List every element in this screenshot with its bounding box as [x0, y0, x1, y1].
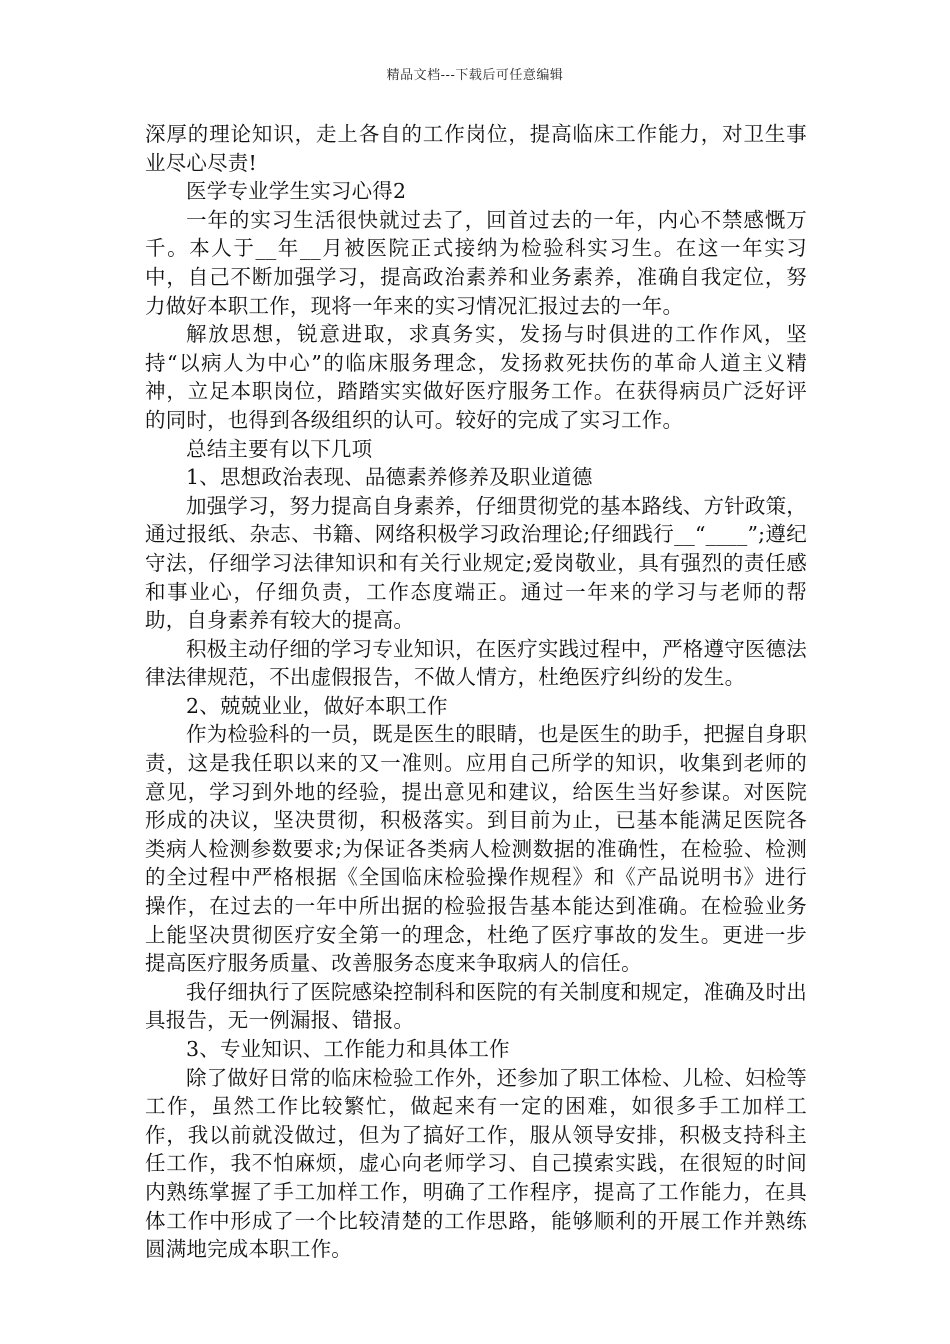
- paragraph-continuation: 深厚的理论知识，走上各自的工作岗位，提高临床工作能力，对卫生事业尽心尽责!: [145, 122, 807, 175]
- paragraph: 解放思想，锐意进取，求真务实，发扬与时俱进的工作作风，坚持“以病人为中心”的临床服务理念，发扬救死扶伤的革命人道主义精神，立足本职岗位，踏踏实实做好医疗服务工作。在获得病员广泛好评的同时，也得到各级组织的认可。较好的完成了实习工作。: [145, 322, 807, 432]
- paragraph: 加强学习，努力提高自身素养，仔细贯彻党的基本路线、方针政策，通过报纸、杂志、书籍、网络积极学习政治理论;仔细践行__“____”;遵纪守法，仔细学习法律知识和有关行业规定;爱岗敬业，具有强烈的责任感和事业心，仔细负责，工作态度端正。通过一年来的学习与老师的帮助，自身素养有较大的提高。: [145, 493, 807, 633]
- document-body: [145, 120, 807, 1264]
- paragraph: 积极主动仔细的学习专业知识，在医疗实践过程中，严格遵守医德法律法律规范，不出虚假报告，不做人情方，杜绝医疗纠纷的发生。: [145, 636, 807, 690]
- page-header: 精品文档---下载后可任意编辑: [386, 68, 564, 83]
- section-title: 医学专业学生实习心得2: [186, 179, 407, 204]
- section-heading: 3、专业知识、工作能力和具体工作: [186, 1037, 510, 1061]
- paragraph: 除了做好日常的临床检验工作外，还参加了职工体检、儿检、妇检等工作，虽然工作比较繁忙，做起来有一定的困难，如很多手工加样工作，我以前就没做过，但为了搞好工作，服从领导安排，积极支持科主任工作，我不怕麻烦，虚心向老师学习、自己摸索实践，在很短的时间内熟练掌握了手工加样工作，明确了工作程序，提高了工作能力，在具体工作中形成了一个比较清楚的工作思路，能够顺利的开展工作并熟练圆满地完成本职工作。: [145, 1065, 807, 1262]
- section-heading: 2、兢兢业业，做好本职工作: [186, 693, 448, 718]
- paragraph: 一年的实习生活很快就过去了，回首过去的一年，内心不禁感慨万千。本人于__年__月被医院正式接纳为检验科实习生。在这一年实习中，自己不断加强学习，提高政治素养和业务素养，准确自我定位，努力做好本职工作，现将一年来的实习情况汇报过去的一年。: [145, 207, 807, 318]
- section-heading: 1、思想政治表现、品德素养修养及职业道德: [186, 465, 593, 490]
- paragraph: 作为检验科的一员，既是医生的眼睛，也是医生的助手，把握自身职责，这是我任职以来的又一准则。应用自己所学的知识，收集到老师的意见，学习到外地的经验，提出意见和建议，给医生当好参谋。对医院形成的决议，坚决贯彻，积极落实。到目前为止，已基本能满足医院各类病人检测参数要求;为保证各类病人检测数据的准确性，在检验、检测的全过程中严格根据《全国临床检验操作规程》和《产品说明书》进行操作，在过去的一年中所出据的检验报告基本能达到准确。在检验业务上能坚决贯彻医疗安全第一的理念，杜绝了医疗事故的发生。更进一步提高医疗服务质量、改善服务态度来争取病人的信任。: [145, 722, 807, 976]
- paragraph: 我仔细执行了医院感染控制科和医院的有关制度和规定，准确及时出具报告，无一例漏报、错报。: [145, 979, 807, 1033]
- section-heading: 总结主要有以下几项: [186, 436, 373, 461]
